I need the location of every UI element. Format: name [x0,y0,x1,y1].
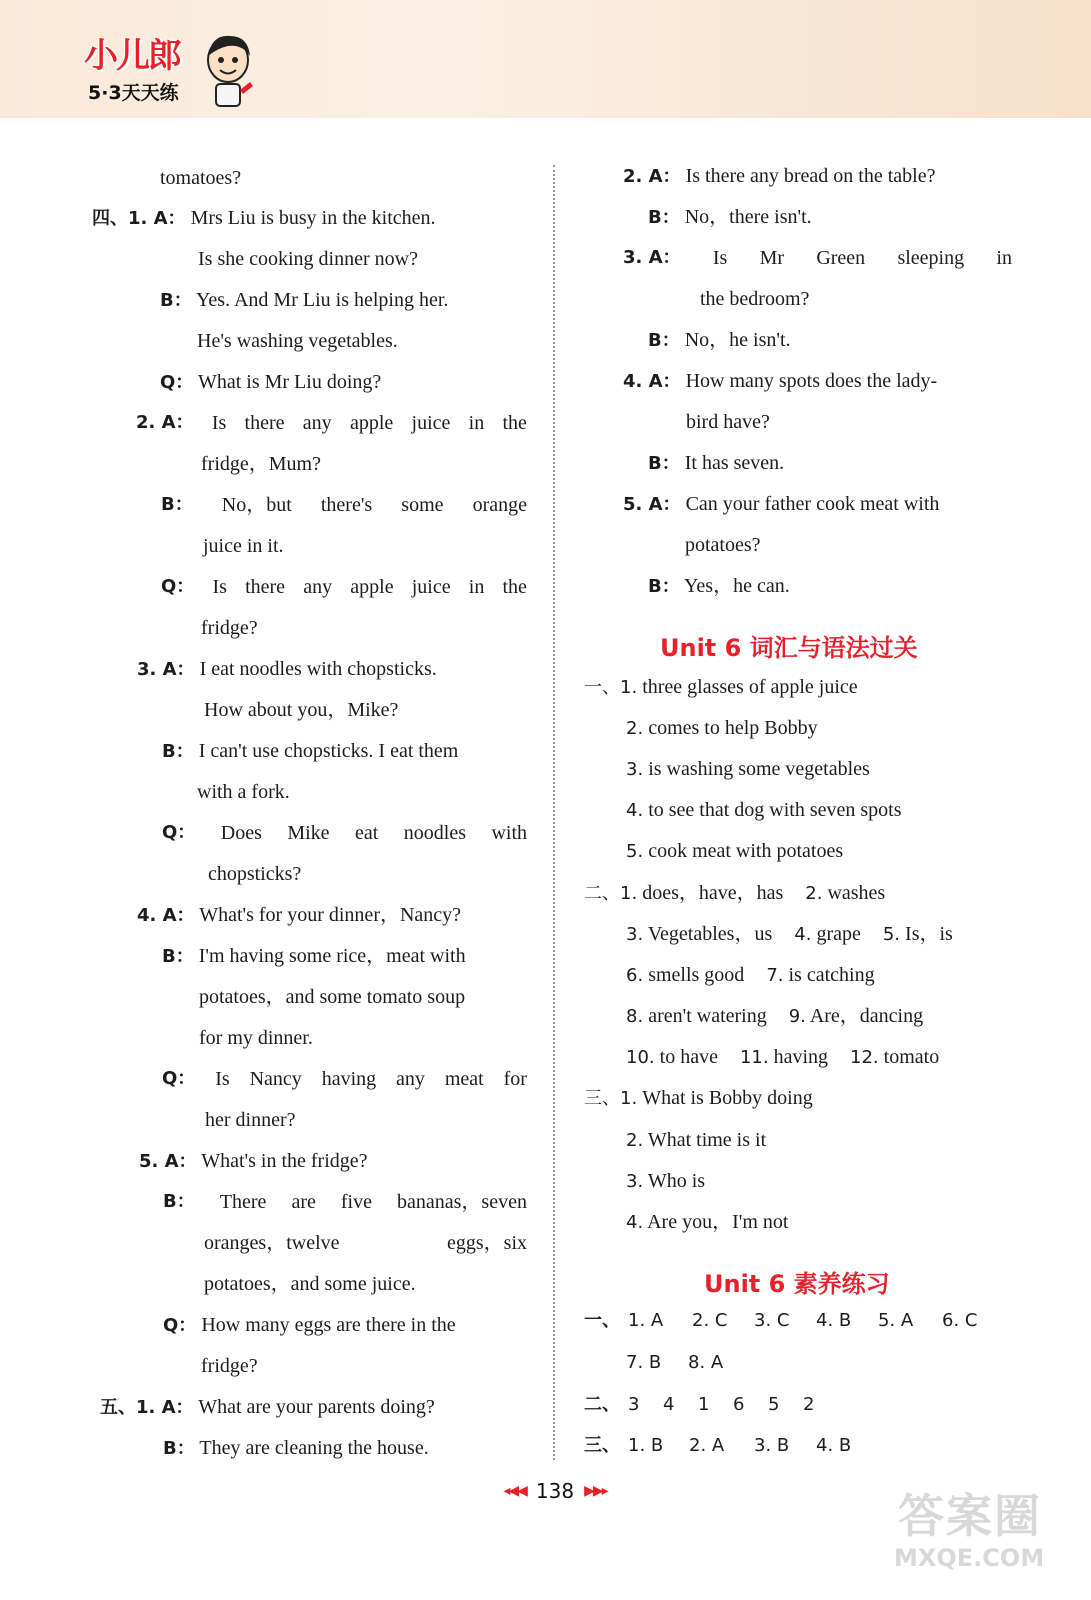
answer-text: Are，dancing [805,1005,924,1027]
answer-line [626,1168,705,1195]
line-text: chopsticks? [208,863,302,885]
answer-text: tomato [878,1046,940,1068]
answer-line [626,921,953,948]
dialogue-line [160,287,448,314]
line-text: How many spots does the lady- [680,370,938,392]
dialogue-line [208,861,301,887]
answer-text: is catching [783,964,875,986]
dialogue-line [198,246,418,272]
line-text: No，there isn't. [679,206,812,228]
line-text: Yes. And Mr Liu is helping her. [191,289,449,311]
line-text: How many eggs are there in the [196,1314,456,1336]
page-number: 138 [535,1479,575,1503]
speaker-label: B： [163,1191,195,1212]
answer-number: 11. [739,1047,769,1068]
answer-choice: 1. B [628,1435,664,1456]
speaker-label: B： [648,576,680,597]
answer-choice: 6 [733,1394,745,1415]
answer-number: 二、1. [584,883,638,904]
speaker-label: Q： [162,822,196,843]
line-text: Can your father cook meat with [680,493,940,515]
answer-text: What is Bobby doing [637,1087,813,1109]
dialogue-line [203,533,284,559]
answer-choice: 3. C [754,1310,790,1331]
answer-text: Are you，I'm not [643,1211,789,1233]
speaker-label: 3. A： [137,659,195,680]
speaker-label: Q： [161,576,195,597]
answer-line [626,1127,766,1154]
speaker-label: B： [163,1438,195,1459]
dialogue-line [685,532,761,558]
speaker-label: Q： [160,372,194,393]
dialogue-line: B： No，but there's some orange [161,494,527,516]
answer-choice: 1. A [628,1310,664,1331]
answer-line [626,1044,939,1071]
speaker-label: 2. A： [136,412,194,433]
answer-text: smells good [643,964,745,986]
dialogue-line [199,1025,313,1051]
answer-text: comes to help Bobby [643,717,818,739]
answer-choice: 2 [803,1394,815,1415]
section-label: 二、 [584,1394,620,1415]
unit6-practice-heading: Unit 6 素养练习 [704,1270,890,1298]
answer-line [626,715,818,742]
answer-choice: 5 [768,1394,780,1415]
answer-number: 3. [626,759,644,780]
speaker-label: B： [648,453,680,474]
line-text: with a fork. [197,781,290,803]
answer-text: What time is it [643,1129,767,1151]
dialogue-line [648,327,791,354]
line-text: potatoes? [685,534,761,556]
answer-number: 3. [626,1171,644,1192]
answer-choice: 1 [698,1394,710,1415]
answer-choice: 7. B [626,1352,662,1373]
answer-line [626,1003,923,1030]
answer-number: 4. [794,924,812,945]
dialogue-line [623,163,935,190]
speaker-label: 4. A： [623,371,681,392]
dialogue-line [205,1107,296,1133]
answer-text: to see that dog with seven spots [643,799,902,821]
speaker-label: B： [162,946,194,967]
answer-text: cook meat with potatoes [643,840,844,862]
line-text: How about you，Mike? [204,699,399,721]
answer-number: 3. [626,924,644,945]
answer-choice: 4. B [816,1310,852,1331]
answer-choice: 4 [663,1394,675,1415]
dialogue-line [201,1353,258,1379]
brand-subtitle: 5·3天天练 [88,82,179,104]
line-text: potatoes，and some tomato soup [199,986,466,1008]
speaker-label: B： [161,494,193,515]
speaker-label: 4. A： [137,905,195,926]
dialogue-line [648,450,784,477]
watermark-url: MXQE.COM [894,1544,1045,1572]
line-text: fridge，Mum? [201,453,321,475]
speaker-label: 四、1. A： [92,208,186,229]
line-text: I'm having some rice，meat with [193,945,466,967]
answer-line [584,1085,813,1112]
answer-choice: 8. A [688,1352,724,1373]
section-label: 三、 [584,1435,620,1456]
speaker-label: 2. A： [623,166,681,187]
answer-line [626,962,875,989]
watermark-text: 答案圈 [898,1489,1042,1543]
dialogue-line [163,1435,429,1462]
dialogue-line [686,409,770,435]
answer-text: Is，is [900,923,953,945]
dialogue-line [137,656,437,683]
answer-choice: 3 [628,1394,640,1415]
answer-text: having [768,1046,829,1068]
line-text: fridge? [201,617,258,639]
dialogue-line: Q： Does Mike eat noodles with [162,822,527,844]
brand-logo [78,28,268,112]
line-text: No，he isn't. [679,329,791,351]
speaker-label: B： [162,741,194,762]
answer-number: 6. [626,965,644,986]
answer-text: washes [822,882,886,904]
dialogue-line [204,697,398,723]
dialogue-line: Q： Is there any apple juice in the [161,576,527,598]
dialogue-line [648,573,790,600]
dialogue-line [199,984,465,1010]
answer-choice: 2. C [692,1310,728,1331]
dialogue-line [623,491,939,518]
line-text: juice in it. [203,535,284,557]
answer-number: 9. [788,1006,806,1027]
answer-choice: 3. B [754,1435,790,1456]
dialogue-line [100,1394,435,1421]
dialogue-line: 2. A： Is there any apple juice in the [136,412,527,434]
speaker-label: Q： [163,1315,197,1336]
line-text: What are your parents doing? [193,1396,435,1418]
dialogue-line [623,368,937,395]
speaker-label: 3. A： [623,247,681,268]
line-text: for my dinner. [199,1027,313,1049]
answer-line [584,674,858,701]
dialogue-line [160,369,381,396]
speaker-label: 五、1. A： [100,1397,194,1418]
answer-text: grape [811,923,861,945]
dialogue-line [201,451,321,477]
answer-number: 4. [626,1212,644,1233]
brand-title: 小儿郎 [84,36,180,76]
mascot-icon [198,30,258,110]
answer-number: 5. [882,924,901,945]
answer-text: aren't watering [643,1005,767,1027]
line-text: potatoes，and some juice. [204,1273,416,1295]
answer-text: Vegetables，us [643,923,773,945]
line-text: He's washing vegetables. [197,330,398,352]
line-text: Is there any bread on the table? [680,165,936,187]
answer-text: is washing some vegetables [643,758,870,780]
answer-number: 2. [805,883,823,904]
dialogue-line [162,738,458,765]
speaker-label: B： [160,290,192,311]
dialogue-line [204,1271,416,1297]
answer-line [626,756,870,783]
dialogue-line: B： There are five bananas，seven [163,1191,527,1213]
section-label: 一、 [584,1310,620,1331]
dialogue-line [163,1312,456,1339]
speaker-label: B： [648,330,680,351]
dialogue-line [92,205,436,232]
page-footer [470,1476,640,1506]
answer-number: 4. [626,800,644,821]
line-text: bird have? [686,411,770,433]
answer-line [626,1209,788,1236]
speaker-label: B： [648,207,680,228]
answer-number: 2. [626,718,644,739]
line-text: her dinner? [205,1109,296,1131]
answer-choice: 5. A [878,1310,914,1331]
answer-text: to have [654,1046,718,1068]
answer-number: 一、1. [584,677,638,698]
answer-choice: 4. B [816,1435,852,1456]
dialogue-line: Q： Is Nancy having any meat for [162,1068,527,1090]
line-text: It has seven. [679,452,785,474]
speaker-label: Q： [162,1068,196,1089]
line-text: What is Mr Liu doing? [193,371,382,393]
line-text: They are cleaning the house. [194,1437,429,1459]
dialogue-line: 3. A： Is Mr Green sleeping in [623,247,1012,269]
line-text: Mrs Liu is busy in the kitchen. [185,207,436,229]
answer-number: 三、1. [584,1088,638,1109]
line-text: fridge? [201,1355,258,1377]
answer-number: 10. [626,1047,655,1068]
answer-line [626,838,843,865]
line-text: tomatoes? [160,167,242,189]
answer-number: 2. [626,1130,644,1151]
answer-number: 8. [626,1006,644,1027]
line-text: Is she cooking dinner now? [198,248,418,270]
line-text: I eat noodles with chopsticks. [194,658,437,680]
dialogue-line [700,286,809,312]
dialogue-line [648,204,812,231]
dialogue-line: oranges，twelve eggs，six [204,1232,527,1254]
line-text: I can't use chopsticks. I eat them [193,740,459,762]
unit6-vocab-heading: Unit 6 词汇与语法过关 [660,634,918,662]
column-divider [553,165,555,1460]
dialogue-line [197,779,290,805]
answer-number: 7. [766,965,784,986]
answer-choice: 6. C [942,1310,978,1331]
line-text: Yes，he can. [679,575,790,597]
dialogue-line [139,1148,368,1175]
speaker-label: 5. A： [623,494,681,515]
dialogue-line [137,902,461,929]
answer-line [626,797,902,824]
dialogue-line [201,615,258,641]
next-arrows-icon: ▶▶▸ [584,1483,607,1499]
line-text: What's for your dinner，Nancy? [194,904,462,926]
answer-text: three glasses of apple juice [637,676,858,698]
line-text: the bedroom? [700,288,810,310]
answer-choice: 2. A [689,1435,725,1456]
prev-arrows-icon: ◂◀◀ [503,1483,526,1499]
dialogue-line [162,943,466,970]
answer-number: 12. [850,1047,879,1068]
line-text: What's in the fridge? [196,1150,368,1172]
dialogue-line [160,165,241,191]
dialogue-line [197,328,398,354]
speaker-label: 5. A： [139,1151,197,1172]
answer-text: Who is [643,1170,706,1192]
answer-line [584,880,885,907]
answer-text: does，have，has [637,882,784,904]
answer-number: 5. [626,841,644,862]
watermark [890,1480,1070,1590]
